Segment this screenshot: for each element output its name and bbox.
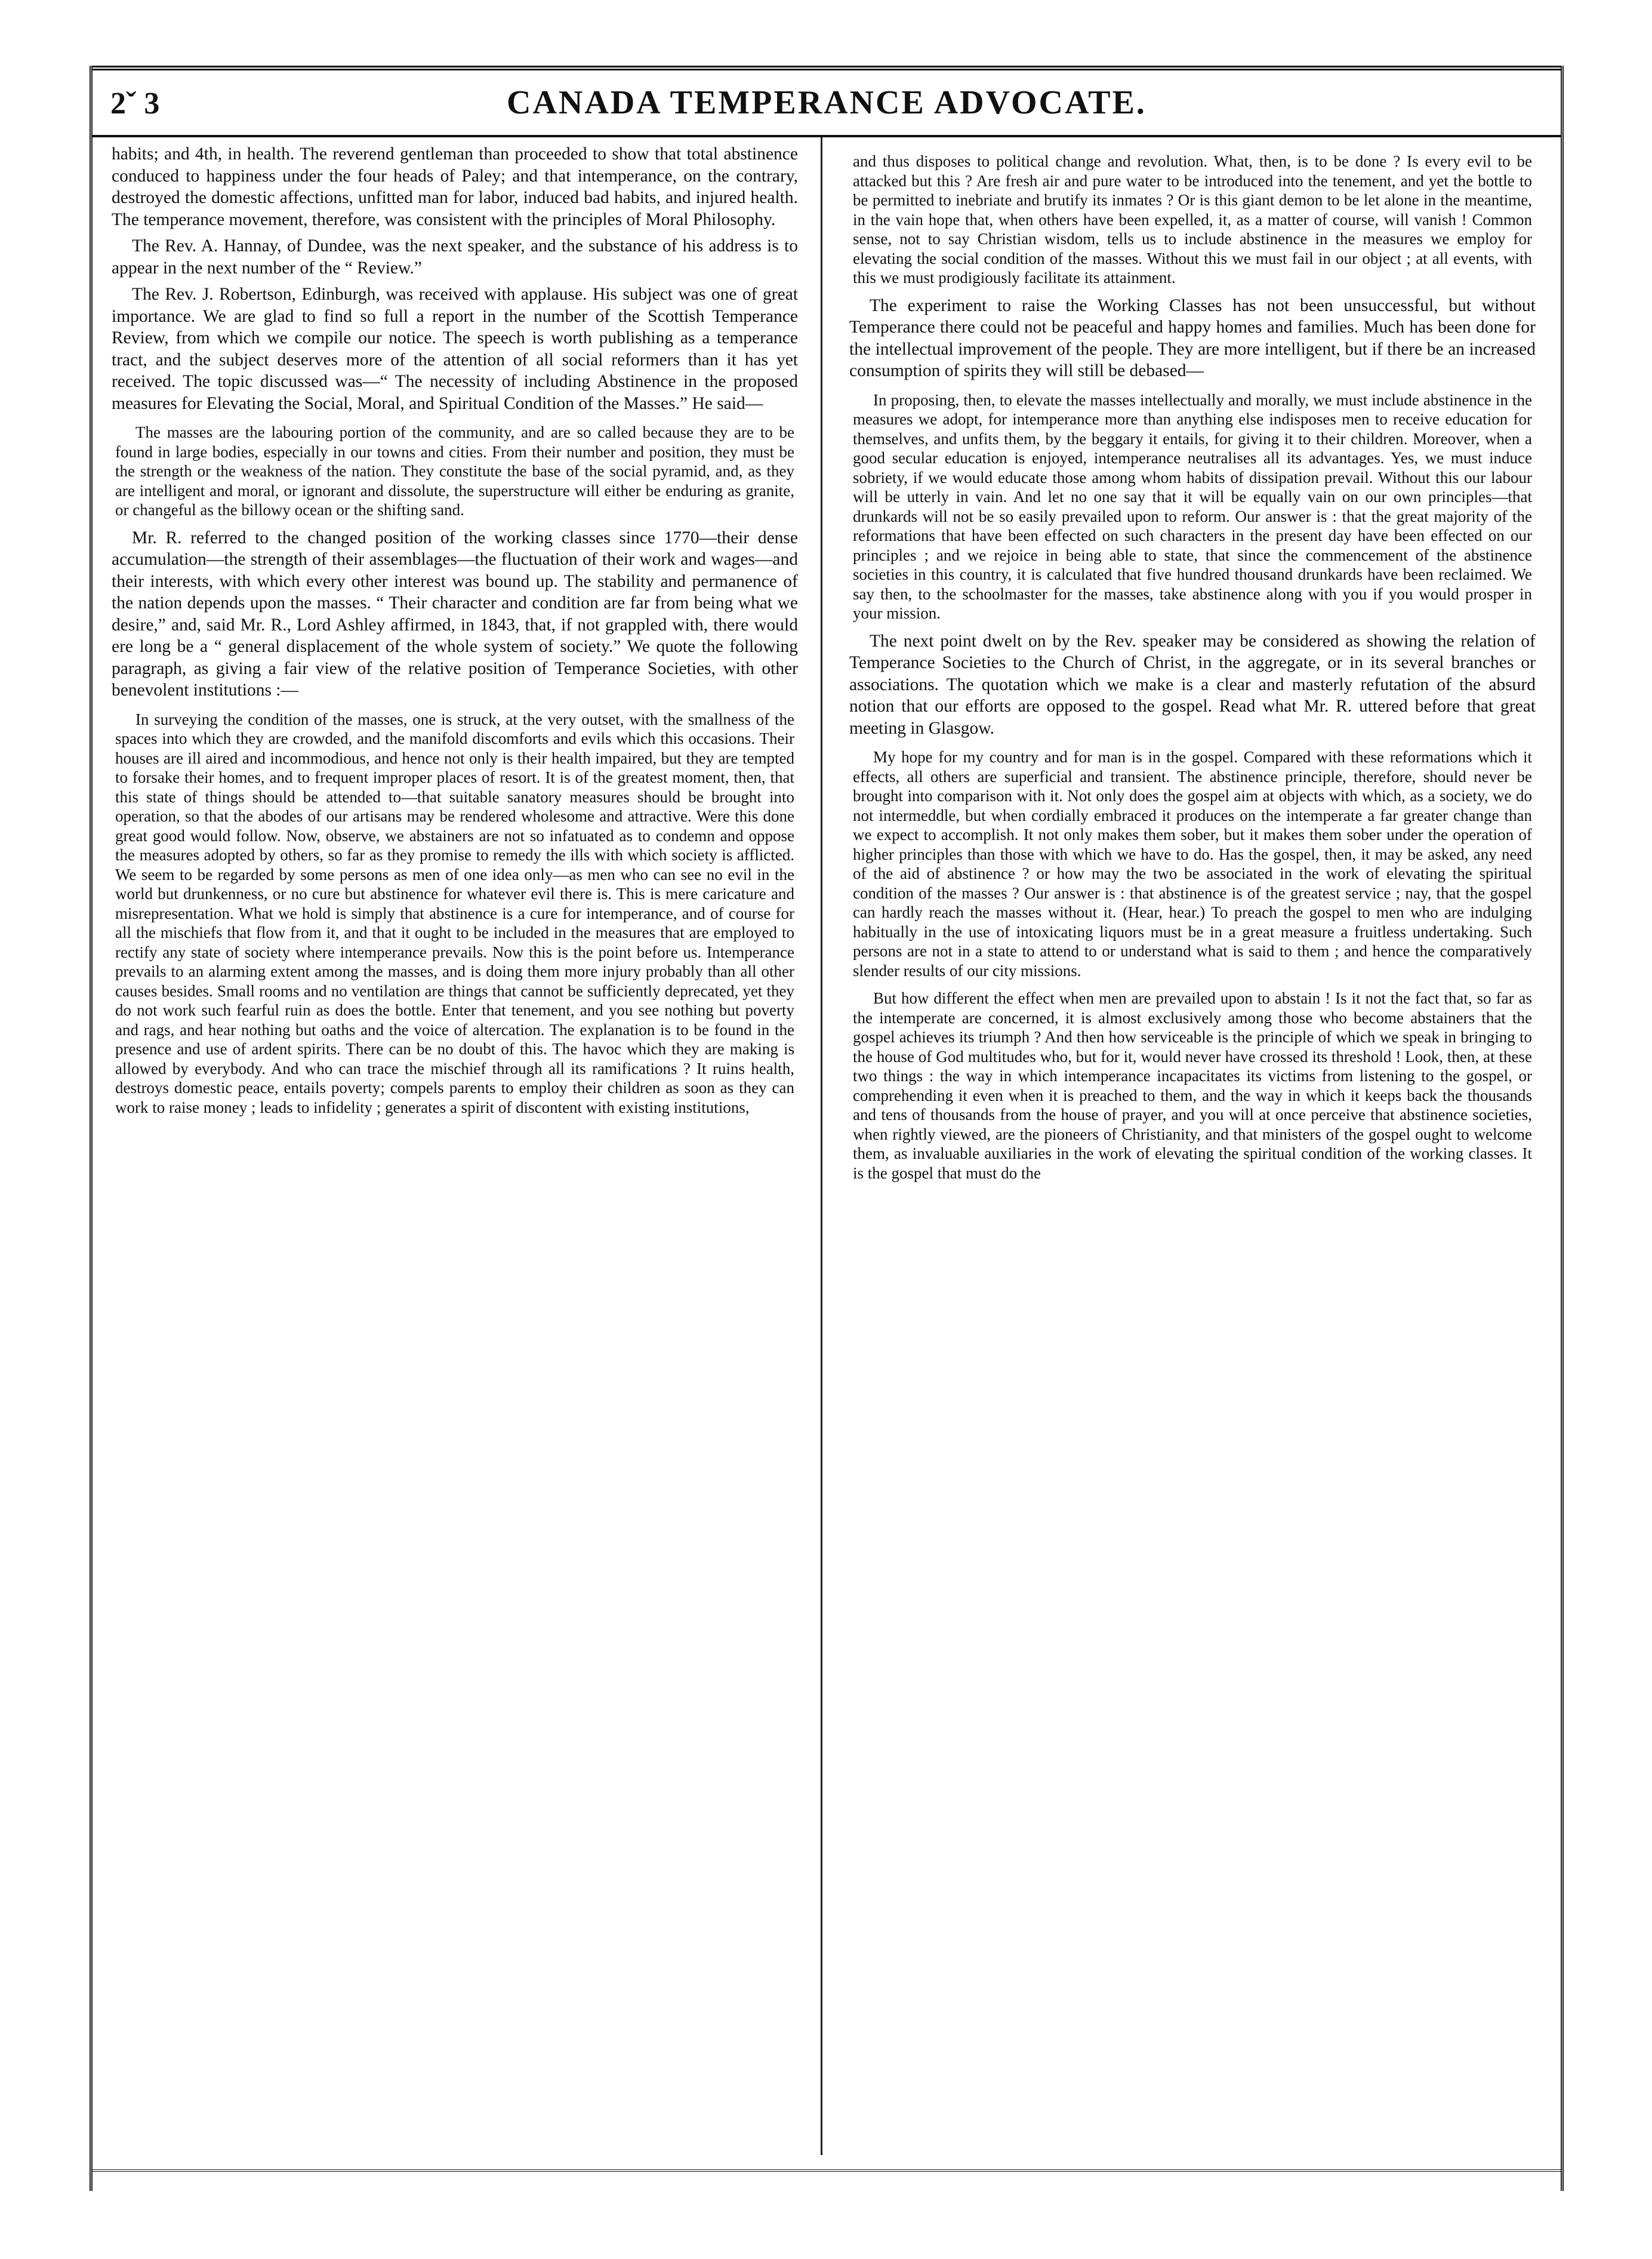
bottom-rule <box>93 2169 1561 2172</box>
quoted-passage: My hope for my country and for man is in the gospel. Compared with these reformations which it effects, all others are superficial and transient. The abstinence principle, therefore, should never be brought into comparison with it. Not only does the gospel aim at objects with which, as a society, we do not intermeddle, but when cordially embraced it produces on the intemperate a far greater change than we expect to accomplish. It not only makes them sober, but it makes them sober under the operation of higher principles than those with which we have to do. Has the gospel, then, it may be asked, any need of the aid of abstinence ? or how may the two be associated in the work of elevating the spiritual condition of the masses ? Our answer is : that abstinence is of the greatest service ; nay, that the gospel can hardly reach the masses without it. (Hear, hear.) To preach the gospel to men who are indulging habitually in the use of intoxicating liquors must be in a great measure a fruitless undertaking. Such persons are not in a state to attend to or understand what is said to them ; and hence the comparatively slender results of our city missions. <box>853 748 1532 980</box>
quoted-passage: The masses are the labouring portion of the community, and are so called because they are to be found in large bodies, especially in our towns and cities. From their number and position, they must be the strength or the weakness of the nation. They constitute the base of the social pyramid, and, as they are intelligent and moral, or ignorant and dissolute, the superstructure will either be enduring as granite, or changeful as the billowy ocean or the shifting sand. <box>115 423 794 519</box>
article-paragraph: Mr. R. referred to the changed position of the working classes since 1770—their dense accumulation—the strength of their assemblages—the fluctuation of their work and wages—and their interests, with which every other interest was bound up. The stability and permanence of the nation depends upon the masses. “ Their character and condition are far from being what we desire,” and, said Mr. R., Lord Ashley affirmed, in 1843, that, if not grappled with, there would ere long be a “ general displacement of the whole system of society.” We quote the following paragraph, as giving a fair view of the relative position of Temperance Societies, with other benevolent institutions :— <box>112 528 798 700</box>
column-divider <box>821 137 822 2155</box>
article-paragraph: habits; and 4th, in health. The reverend gentleman than proceeded to show that total abstinence conduced to happiness under the four heads of Paley; and that intemperance, on the contrary, destroyed the domestic affections, unfitted man for labor, induced bad habits, and injured health. The temperance movement, therefore, was consistent with the principles of Moral Philosophy. <box>112 144 798 229</box>
quoted-passage: But how different the effect when men are prevailed upon to abstain ! Is it not the fact that, so far as the intemperate are concerned, it is almost exclusively among those who become abstainers that the gospel achieves its triumph ? And then how serviceable is the principle of which we speak in bringing to the house of God multitudes who, but for it, would never have crossed its threshold ! Look, then, at these two things : the way in which intemperance incapacitates its victims from listening to the gospel, or comprehending it even when it is preached to them, and the way in which it keeps back the thousands and tens of thousands from the house of prayer, and you will at once perceive that abstinence societies, when rightly viewed, are the pioneers of Christianity, and that ministers of the gospel ought to welcome them, as invaluable auxiliaries in the work of elevating the spiritual condition of the working classes. It is the gospel that must do the <box>853 989 1532 1182</box>
article-paragraph: The next point dwelt on by the Rev. speaker may be considered as showing the relation of Temperance Societies to the Church of Christ, in the aggregate, or in its several branches or associations. The quotation which we make is a clear and masterly refutation of the absurd notion that our efforts are opposed to the gospel. Read what Mr. R. uttered before that great meeting in Glasgow. <box>849 631 1536 738</box>
quoted-passage: In proposing, then, to elevate the masses intellectually and morally, we must include abstinence in the measures we adopt, for intemperance more than anything else indisposes men to receive education for themselves, and unfits them, by the beggary it entails, for giving it to their children. Moreover, when a good secular education is enjoyed, intemperance neutralises all its advantages. Yes, we must induce sobriety, if we would educate those among whom habits of dissipation prevail. Without this our labour will be utterly in vain. And let no one say that it will be equally vain on our own principles—that drunkards will not be so easily prevailed upon to reform. Our answer is : that the great majority of the reformations that have been effected on such characters in the present day have been effected on our principles ; and we rejoice in being able to state, that since the commencement of the abstinence societies in this country, it is calculated that five hundred thousand drunkards have been reclaimed. We say then, to the schoolmaster for the masses, take abstinence along with you if you would prosper in your mission. <box>853 390 1532 622</box>
article-paragraph: The Rev. J. Robertson, Edinburgh, was received with applause. His subject was one of great importance. We are glad to find so full a report in the number of the Scottish Temperance Review, from which we compile our notice. The speech is worth publishing as a temperance tract, and the subject deserves more of the attention of all social reformers than it has yet received. The topic discussed was—“ The necessity of including Abstinence in the proposed measures for Elevating the Social, Moral, and Spiritual Condition of the Masses.” He said— <box>112 285 798 413</box>
left-column <box>112 143 798 2149</box>
masthead-title: CANADA TEMPERANCE ADVOCATE. <box>507 84 1146 121</box>
page-number: 2ˇ 3 <box>110 87 160 121</box>
newspaper-page <box>90 66 1564 2191</box>
right-column <box>849 143 1536 2149</box>
quoted-passage: In surveying the condition of the masses, one is struck, at the very outset, with the smallness of the spaces into which they are crowded, and the manifold discomforts and evils which this occasions. Their houses are ill aired and incommodious, and hence not only is their health impaired, but they are tempted to forsake their homes, and to frequent improper places of resort. It is of the greatest moment, then, that this state of things should be attended to—that suitable sanatory measures should be brought into operation, so that the abodes of our artisans may be rendered wholesome and attractive. Were this done great good would follow. Now, observe, we abstainers are not so infatuated as to condemn and oppose the measures adopted by others, so far as they promise to remedy the ills with which society is afflicted. We seem to be regarded by some persons as men of one idea only—as men who can see no evil in the world but drunkenness, or no cure but abstinence for whatever evil there is. This is mere caricature and misrepresentation. What we hold is simply that abstinence is a cure for intemperance, and of course for all the mischiefs that flow from it, and that it ought to be included in the measures that are employed to rectify any state of society where intemperance prevails. Now this is the point before us. Intemperance prevails to an alarming extent among the masses, and is doing them more injury probably than all other causes besides. Small rooms and no ventilation are things that cannot be sufficiently deprecated, yet they do not work such fearful ruin as does the bottle. Enter that tenement, and you see nothing but poverty and rags, and hear nothing but oaths and the voice of altercation. The explanation is to be found in the presence and use of ardent spirits. There can be no doubt of this. The havoc which they are making is allowed by everybody. And who can trace the mischief through all its ramifications ? It ruins health, destroys domestic peace, entails poverty; compels parents to employ their children as soon as they can work to raise money ; leads to infidelity ; generates a spirit of discontent with existing institutions, <box>115 710 794 1116</box>
page-header <box>93 66 1561 137</box>
quoted-passage-continued: and thus disposes to political change and revolution. What, then, is to be done ? Is every evil to be attacked but this ? Are fresh air and pure water to be introduced into the tenement, and yet the bottle to be permitted to inebriate and brutify its inmates ? Or is this giant demon to be let alone in the meantime, in the vain hope that, when others have been expelled, it, as a matter of course, will vanish ! Common sense, not to say Christian wisdom, tells us to include abstinence in the measures we employ for elevating the social condition of the masses. Without this we must fail in our object ; at all events, with this we must prodigiously facilitate its attainment. <box>853 152 1532 287</box>
article-paragraph: The experiment to raise the Working Classes has not been unsuccessful, but without Temperance there could not be peaceful and happy homes and families. Much has been done for the intellectual improvement of the people. They are more intelligent, but if there be an increased consumption of spirits they will still be debased— <box>849 296 1536 380</box>
article-paragraph: The Rev. A. Hannay, of Dundee, was the next speaker, and the substance of his address is to appear in the next number of the “ Review.” <box>112 236 798 278</box>
